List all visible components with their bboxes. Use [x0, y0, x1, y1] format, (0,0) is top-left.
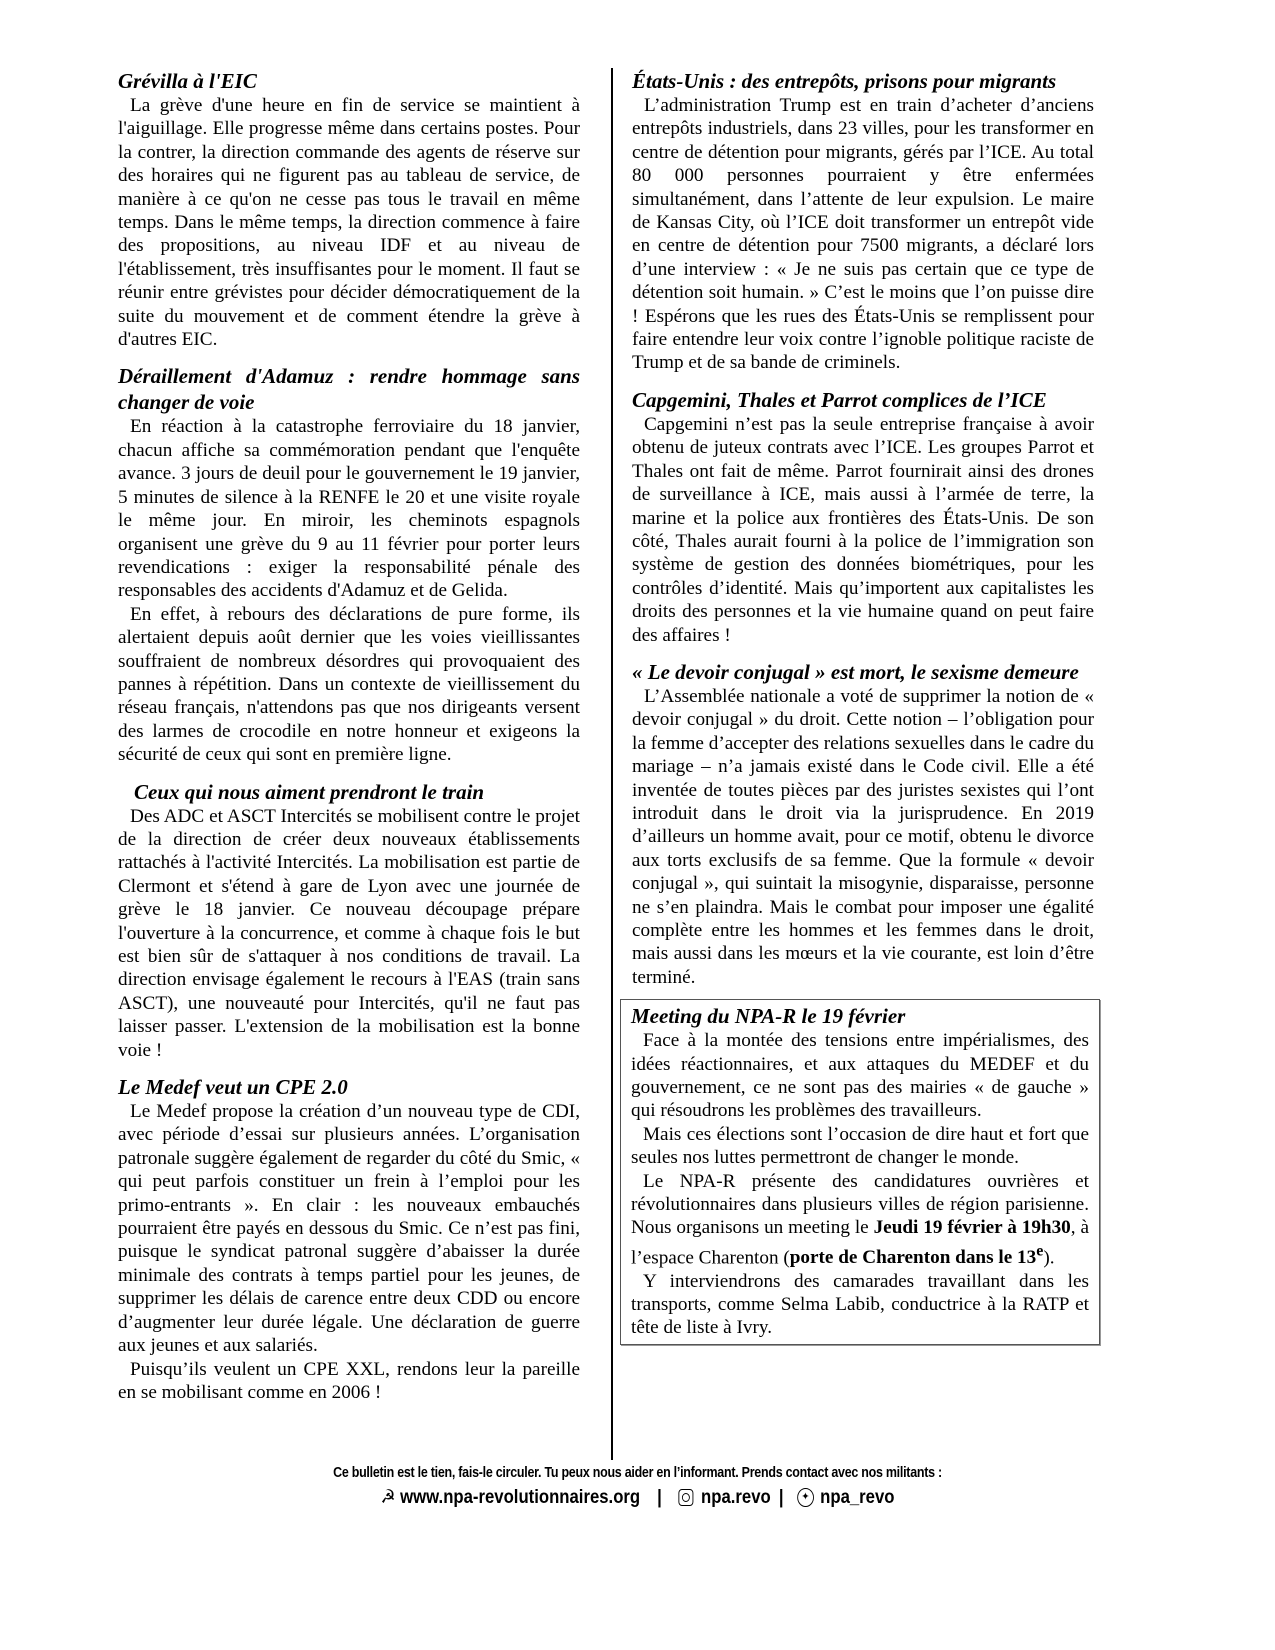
meeting-location	[789, 1242, 1044, 1269]
instagram-icon	[679, 1489, 694, 1506]
left-column	[118, 68, 580, 1404]
meeting-location-text: porte de Charenton dans le 13	[789, 1247, 1037, 1269]
article-etats-unis	[632, 68, 1094, 375]
meeting-box	[620, 999, 1100, 1345]
meeting-date: Jeudi 19 février à 19h30	[873, 1217, 1071, 1239]
article-paragraph: Le Medef propose la création d’un nouveau type de CDI, avec période d’essai sur plusieurs années. L’organisation patronale suggère également de regarder du côté du Smic, « qui peut parfois constituer un frein à l’emploi pour les primo-entrants ». En clair : les nouveaux embauchés pourraient être payés en dessous du Smic. Ce n’est pas fini, puisque le syndicat patronal suggère d’abaisser la durée minimale des contrats à temps partiel pour les jeunes, de supprimer les délais de carence entre deux CDD ou encore d’augmenter leur durée légale. Une déclaration de guerre aux jeunes et aux salariés.	[118, 1101, 580, 1357]
box-text: Le NPA-R présente des candidatures ouvrières et révolutionnaires dans plusieurs villes de région parisienne. Nous organisons un meeting le	[631, 1170, 1089, 1239]
box-text: ).	[1043, 1247, 1055, 1269]
column-divider	[611, 68, 613, 1460]
article-paragraph: L’administration Trump est en train d’acheter d’anciens entrepôts industriels, dans 23 villes, pour les transformer en centre de détention pour migrants, gérés par l’ICE. Au total 80 000 personnes pourraient y être enfermées simultanément, dans l’attente de leur expulsion. Le maire de Kansas City, où l’ICE doit transformer un entrepôt vide en centre de détention pour 7500 migrants, a déclaré lors d’une interview : « Je ne suis pas certain que ce type de détention soit humain. » C’est le moins que l’on puisse dire ! Espérons que les rues des États-Unis se remplissent pour faire entendre leur voix contre l’ignoble politique raciste de Trump et de sa bande de criminels.	[632, 95, 1094, 374]
twitter-icon: ✦	[797, 1488, 814, 1507]
article-title: Capgemini, Thales et Parrot complices de l’ICE	[632, 387, 1047, 412]
footer-message: Ce bulletin est le tien, fais-le circuler. Tu peux nous aider en l’informant. Prends contact avec nos militants :	[333, 1465, 942, 1481]
twitter-link[interactable]: npa_revo	[820, 1486, 895, 1508]
article-paragraph: En effet, à rebours des déclarations de pure forme, ils alertaient depuis août dernier que les voies vieillissantes souffraient de nombreux désordres qui provoquaient des pannes à répétition. Dans un contexte de vieillissement du réseau français, n'attendons pas que nos dirigeants versent des larmes de crocodile en notre honneur et exigeons la sécurité de ceux qui sont en première ligne.	[118, 603, 580, 766]
article-title: « Le devoir conjugal » est mort, le sexisme demeure	[632, 659, 1079, 684]
instagram-link[interactable]: npa.revo	[701, 1486, 771, 1508]
right-column	[632, 68, 1094, 1345]
separator: |	[657, 1486, 662, 1508]
article-grevilla	[118, 68, 580, 351]
website-link[interactable]: www.npa-revolutionnaires.org	[400, 1486, 641, 1508]
box-title: Meeting du NPA-R le 19 février	[631, 1004, 906, 1029]
article-devoir-conjugal	[632, 659, 1094, 989]
article-paragraph: Puisqu’ils veulent un CPE XXL, rendons leur la pareille en se mobilisant comme en 2006 !	[118, 1358, 580, 1403]
ordinal-suffix: e	[1036, 1242, 1044, 1260]
box-text: , à l’espace Charenton (	[631, 1217, 1089, 1269]
article-title: Déraillement d'Adamuz : rendre hommage sans changer de voie	[118, 364, 580, 415]
footer-contacts	[77, 1486, 1199, 1509]
article-capgemini	[632, 387, 1094, 647]
article-intercites	[118, 779, 580, 1062]
article-paragraph: La grève d'une heure en fin de service se maintient à l'aiguillage. Elle progresse même dans certains postes. Pour la contrer, la direction commande des agents de réserve sur des horaires qui ne figurent pas au tableau de service, de manière à ce qu'on ne cesse pas tous le travail en même temps. Dans le même temps, la direction commence à faire des propositions, au niveau IDF et au niveau de l'établissement, très insuffisantes pour le moment. Il faut se réunir entre grévistes pour décider démocratiquement de la suite du mouvement et de comment étendre la grève à d'autres EIC.	[118, 95, 580, 351]
article-title: Ceux qui nous aiment prendront le train	[134, 779, 485, 804]
article-paragraph: Des ADC et ASCT Intercités se mobilisent contre le projet de la direction de créer deux nouveaux établissements rattachés à l'activité Intercités. La mobilisation est partie de Clermont et s'étend à gare de Lyon avec une journée de grève le 18 janvier. Ce nouveau découpage prépare l'ouverture à la concurrence, et comme à chaque fois le but est bien sûr de s'attaquer à nos conditions de travail. La direction envisage également le recours à l'EAS (train sans ASCT), une nouveauté pour Intercités, qu'il ne faut pas laisser passer. L'extension de la mobilisation est la bonne voie !	[118, 805, 580, 1061]
separator: |	[778, 1486, 784, 1508]
article-paragraph: L’Assemblée nationale a voté de supprimer la notion de « devoir conjugal » du droit. Cette notion – l’obligation pour la femme d’accepter des relations sexuelles dans le cadre du mariage – n’a jamais existé dans le Code civil. Elle a été inventée de toutes pièces par des juristes sexistes qui l’ont introduit dans le droit via la jurisprudence. En 2019 d’ailleurs un homme avait, pour ce motif, obtenu le divorce aux torts exclusifs de sa femme. Que la formule « devoir conjugal », qui suintait la misogynie, disparaisse, personne ne s’en plaindra. Mais le combat pour imposer une égalité complète entre les hommes et les femmes dans le droit, mais aussi dans les mœurs et la vie courante, est loin d’être terminé.	[632, 685, 1094, 988]
article-title: Le Medef veut un CPE 2.0	[118, 1075, 348, 1100]
article-title: États-Unis : des entrepôts, prisons pour migrants	[632, 69, 1057, 93]
article-paragraph: En réaction à la catastrophe ferroviaire du 18 janvier, chacun affiche sa commémoration pendant que l'enquête avance. 3 jours de deuil pour le gouvernement le 19 janvier, 5 minutes de silence à la RENFE le 20 et une visite royale le même jour. En miroir, les cheminots espagnols organisent une grève du 9 au 11 février pour porter leurs revendications : exiger la responsabilité pénale des responsables des accidents d'Adamuz et de Gelida.	[118, 416, 580, 602]
article-medef	[118, 1074, 580, 1404]
box-paragraph: Mais ces élections sont l’occasion de dire haut et fort que seules nos luttes permettront de changer le monde.	[631, 1123, 1089, 1169]
article-paragraph: Capgemini n’est pas la seule entreprise française à avoir obtenu de juteux contrats avec l’ICE. Les groupes Parrot et Thales ont fait de même. Parrot fournirait ainsi des drones de surveillance à ICE, mais aussi à l’armée de terre, la marine et la police aux frontières des États-Unis. De son côté, Thales aurait fourni à la police de l’immigration son système de gestion des données biométriques, pour les contrôles d’identité. Mais qu’importent aux capitalistes les droits des personnes et la vie humaine quand on peut faire des affaires !	[632, 413, 1094, 646]
box-paragraph: Y interviendrons des camarades travaillant dans les transports, comme Selma Labib, conductrice à la RATP et tête de liste à Ivry.	[631, 1270, 1089, 1339]
box-paragraph	[631, 1170, 1089, 1270]
hammer-sickle-icon: ☭	[380, 1487, 396, 1508]
article-adamuz	[118, 363, 580, 766]
article-title: Grévilla à l'EIC	[118, 69, 257, 93]
box-paragraph: Face à la montée des tensions entre impérialismes, des idées réactionnaires, et aux attaques du MEDEF et du gouvernement, ce ne sont pas des mairies « de gauche » qui résoudrons les problèmes des travailleurs.	[631, 1030, 1089, 1122]
